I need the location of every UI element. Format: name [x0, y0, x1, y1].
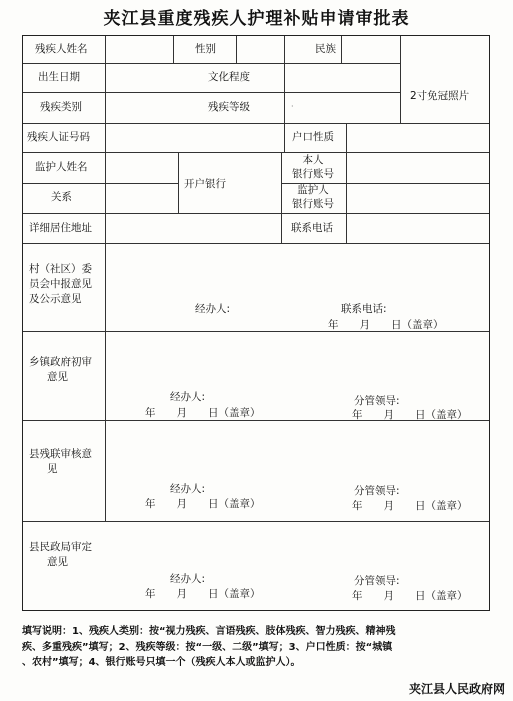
- federation-leader: 分管领导:: [354, 485, 400, 497]
- disability-level-label: 残疾等级: [208, 101, 250, 113]
- civil-affairs-date-leader: 年 月 日（盖章）: [352, 590, 468, 602]
- row-divider: [23, 243, 489, 244]
- township-handler: 经办人:: [170, 391, 206, 403]
- civil-affairs-leader: 分管领导:: [354, 575, 400, 587]
- ethnicity-label: 民族: [315, 43, 336, 55]
- col-divider: [284, 36, 285, 152]
- col-divider: [346, 123, 347, 243]
- disability-type-label: 残疾类别: [40, 101, 82, 113]
- federation-handler: 经办人:: [170, 483, 206, 495]
- education-label: 文化程度: [208, 71, 250, 83]
- township-leader: 分管领导:: [354, 395, 400, 407]
- section-divider: [23, 521, 489, 522]
- row-divider: [23, 92, 400, 93]
- address-label: 详细居住地址: [29, 222, 92, 234]
- col-divider: [105, 36, 106, 521]
- township-date-handler: 年 月 日（盖章）: [145, 407, 261, 419]
- guardian-account-label: 监护人 银行账号: [292, 184, 334, 210]
- name-label: 残疾人姓名: [35, 43, 88, 55]
- self-account-label: 本人 银行账号: [292, 154, 334, 180]
- civil-affairs-section-label: 县民政局审定 意见: [29, 541, 92, 568]
- relation-label: 关系: [51, 191, 72, 203]
- village-phone: 联系电话:: [341, 303, 387, 315]
- fill-instructions: 填写说明：1、残疾人类别：按“视力残疾、言语残疾、肢体残疾、智力残疾、精神残 疾、多重残疾”填写；2、残疾等级：按“一级、二级”填写；3、户口性质：按“城镇 、农村”填写；4、银行账号只填一个（残疾人本人或监护人）。: [22, 626, 396, 668]
- source-watermark: 夹江县人民政府网: [408, 682, 505, 696]
- hukou-type-label: 户口性质: [292, 131, 334, 143]
- civil-affairs-date-handler: 年 月 日（盖章）: [145, 588, 261, 600]
- row-divider: [23, 63, 400, 64]
- village-date: 年 月 日（盖章）: [328, 319, 444, 331]
- civil-affairs-handler: 经办人:: [170, 573, 206, 585]
- stray-dot: ·: [291, 102, 294, 111]
- col-divider: [341, 36, 342, 63]
- phone-label: 联系电话: [291, 222, 333, 234]
- township-date-leader: 年 月 日（盖章）: [352, 409, 468, 421]
- page-title: 夹江县重度残疾人护理补贴申请审批表: [103, 9, 410, 29]
- photo-placeholder-label: 2寸免冠照片: [410, 90, 470, 102]
- federation-date-handler: 年 月 日（盖章）: [145, 498, 261, 510]
- birth-date-label: 出生日期: [38, 71, 80, 83]
- col-divider: [400, 36, 401, 123]
- bank-label: 开户银行: [184, 178, 226, 190]
- col-divider: [236, 36, 237, 63]
- federation-date-leader: 年 月 日（盖章）: [352, 500, 468, 512]
- gender-label: 性别: [195, 43, 216, 55]
- col-divider: [173, 36, 174, 63]
- row-divider: [23, 152, 489, 153]
- village-handler: 经办人:: [195, 303, 231, 315]
- village-section-label: 村（社区）委 员会中报意见 及公示意见: [29, 263, 92, 305]
- township-section-label: 乡镇政府初审 意见: [29, 356, 92, 383]
- row-divider: [23, 123, 489, 124]
- federation-section-label: 县残联审核意 见: [29, 448, 92, 475]
- col-divider: [178, 152, 179, 213]
- row-divider: [23, 183, 178, 184]
- certificate-number-label: 残疾人证号码: [27, 131, 90, 143]
- guardian-name-label: 监护人姓名: [35, 161, 88, 173]
- row-divider: [23, 213, 489, 214]
- col-divider: [281, 152, 282, 243]
